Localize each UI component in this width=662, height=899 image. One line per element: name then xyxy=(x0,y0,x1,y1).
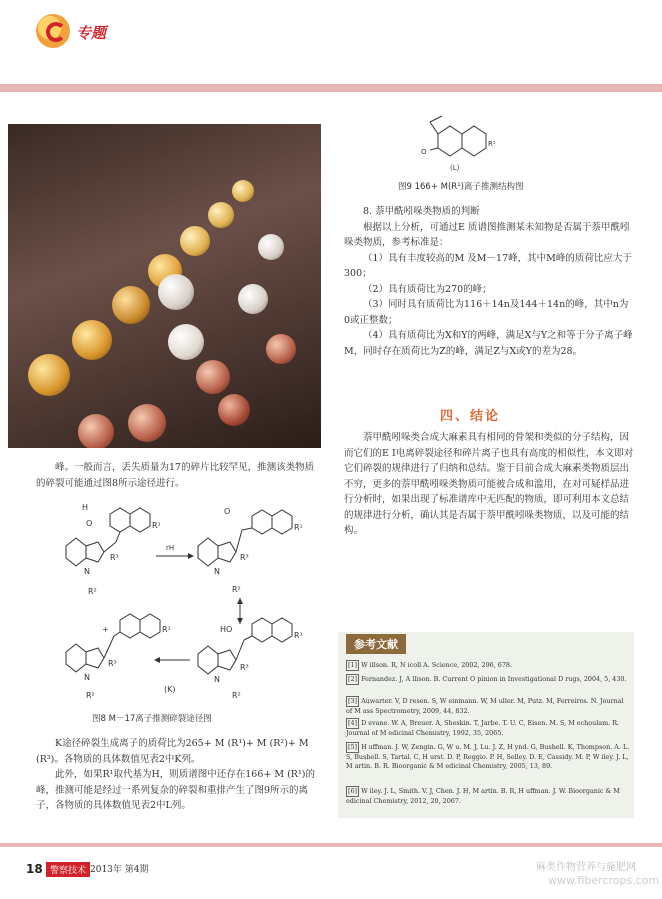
reference-number: [6] xyxy=(348,787,358,795)
reference-number: [3] xyxy=(348,697,358,705)
right-column-text xyxy=(344,204,634,359)
reference-number: [2] xyxy=(348,675,358,683)
watermark-url: www.fibercrops.com xyxy=(548,874,660,887)
reference-item xyxy=(346,742,630,771)
heading-8: 8. 萘甲酰吲哚类物质的判断 xyxy=(363,206,480,217)
fig8-nb: N xyxy=(214,567,220,576)
fig8-r3a: R³ xyxy=(110,553,119,562)
reference-text: H uffman. J. W, Zengin. G, W u. M. J, Lu. J. Z, H ynd. G, Bushell. K, Thompson. A. L. S, Bushell. S, Tartal. C, H urst. D. P, Reggio. P. H, Selley. D. E, Cassidy. M. P, W iley. J. L, M artin. B. R. Bioorganic & M edicinal Chemistry, 2005, 13, 89. xyxy=(346,743,630,770)
footer-rule xyxy=(0,843,662,847)
svg-text:O: O xyxy=(421,148,427,156)
reference-text: Auwarter. V, D resen. S, W einmann. W, M uller. M, Putz. M, Ferreiros. N. Journal of M ass Spectrometry, 2009, 44, 832. xyxy=(346,697,624,715)
fig8-r3d: R³ xyxy=(108,659,117,668)
para3: 此外，如果R¹取代基为H，则质谱图中还存在166+ M (R¹)的峰，推测可能是经过一系列复杂的碎裂和重排产生了图9所示的离子，各物质的具体数值见表2中L列。 xyxy=(36,769,315,811)
section-tag: 专题 xyxy=(76,24,107,42)
fig8-o-b: O xyxy=(224,507,231,516)
journal-name: 警察技术 xyxy=(46,862,90,877)
fig8-r1b: R¹ xyxy=(294,523,303,532)
criterion-2: （2）具有质荷比为270的峰； xyxy=(363,283,492,295)
watermark-chinese: 麻类作物营养与施肥网 xyxy=(536,862,636,873)
conclusion-text xyxy=(344,430,634,539)
reference-item xyxy=(346,718,630,738)
reference-item xyxy=(346,696,630,716)
reference-text: W iley. J. L, Smith. V. J, Chen. J. H, M artin. B. R, H uffman. J. W. Bioorganic & M edicinal Chemistry, 2012, 20, 2067. xyxy=(346,787,620,805)
fig8-ho: HO xyxy=(220,625,233,634)
criteria-intro: 根据以上分析，可通过E 质谱图推测某未知物是否属于萘甲酰吲哚类物质，参考标准是： xyxy=(344,221,630,248)
figure9-structure xyxy=(420,112,540,174)
reference-text: W illson. R, N icoll A. Science, 2002, 296, 678. xyxy=(361,661,513,669)
reference-item xyxy=(346,674,630,685)
fig8-r1c: R¹ xyxy=(294,631,303,640)
criterion-1: （1）具有丰度较高的M 及M－17峰，其中M峰的质荷比应大于300； xyxy=(344,252,632,279)
fig8-h: H xyxy=(82,503,89,512)
fig8-k-label: (K) xyxy=(164,685,176,694)
fig8-r3c: R³ xyxy=(240,663,249,672)
left-paragraph-1 xyxy=(36,460,320,491)
figure9-caption: 图9 166+ M(R¹)离子推测结构图 xyxy=(398,182,524,192)
fig8-r2c: R² xyxy=(232,691,241,700)
fig8-r3b: R³ xyxy=(240,553,249,562)
conclusion-paragraph: 萘甲酰吲哚类合成大麻素具有相同的骨架和类似的分子结构，因而它们的E I电离碎裂途径和碎片离子也具有高度的相似性，本文即对它们碎裂的规律进行了归纳和总结。鉴于目前合成大麻素类物质层出不穷，更多的萘甲酰吲哚类物质可能被合成和滥用，在对可疑样品进行分析时，如果出现了标准谱库中无匹配的物质，即可利用本文总结的规律进行分析，确认其是否属于萘甲酰吲哚类物质，以及可能的结构。 xyxy=(344,432,634,536)
fig9-r-label: R¹ xyxy=(488,140,496,148)
bead-photo xyxy=(8,124,321,448)
criterion-3: （3）同时具有质荷比为116＋14n及144＋14n的峰，其中n为0或正整数； xyxy=(344,299,629,326)
fig8-nd: N xyxy=(84,673,90,682)
reference-item xyxy=(346,660,630,671)
page-number: 18 xyxy=(26,862,43,876)
reference-text: D evane. W. A, Breuer. A, Sheskin. T, Jarbe. T. U. C, Eisen. M. S, M echoulam. R. Journal of M edicinal Chemistry, 1992, 35, 2065. xyxy=(346,719,620,737)
fig8-nc: N xyxy=(214,675,220,684)
references-title: 参考文献 xyxy=(346,634,406,654)
figure8-caption: 图8 M－17离子推测碎裂途径图 xyxy=(92,714,212,724)
header-rule xyxy=(0,84,662,92)
left-paragraphs xyxy=(36,736,320,814)
fig8-na: N xyxy=(84,567,90,576)
para1: 峰。一般而言，丢失质量为17的碎片比较罕见，推测该类物质的碎裂可能通过图8所示途径进行。 xyxy=(36,462,315,489)
fig8-plus: + xyxy=(102,625,109,634)
section-title-conclusion: 四、结论 xyxy=(440,409,501,424)
figure8-scheme xyxy=(60,494,320,710)
fig9-label: (L) xyxy=(450,164,460,172)
reference-text: Fernandez. J, A llison. B. Current O pinion in Investigational D rugs, 2004, 5, 430. xyxy=(361,675,627,683)
fig8-o: O xyxy=(86,519,93,528)
fig8-r1a: R¹ xyxy=(152,521,161,530)
reference-number: [5] xyxy=(348,743,358,751)
issue-info: 2013年 第4期 xyxy=(90,865,149,875)
reference-number: [1] xyxy=(348,661,358,669)
para2: K途径碎裂生成离子的质荷比为265+ M (R¹)+ M (R²)+ M (R³)。各物质的具体数值见表2中K列。 xyxy=(36,738,309,765)
reference-item xyxy=(346,786,630,806)
reference-number: [4] xyxy=(348,719,358,727)
fig8-r2a: R² xyxy=(88,587,97,596)
fig8-rh: rH xyxy=(166,544,175,552)
criterion-4: （4）具有质荷比为X和Y的两峰，满足X与Y之和等于分子离子峰M，同时存在质荷比为Z的峰，满足Z与X或Y的差为28。 xyxy=(344,330,633,357)
logo-c-mark xyxy=(46,22,66,42)
fig8-r2b: R² xyxy=(232,585,241,594)
fig8-r1d: R¹ xyxy=(162,625,171,634)
fig8-r2d: R² xyxy=(86,691,95,700)
